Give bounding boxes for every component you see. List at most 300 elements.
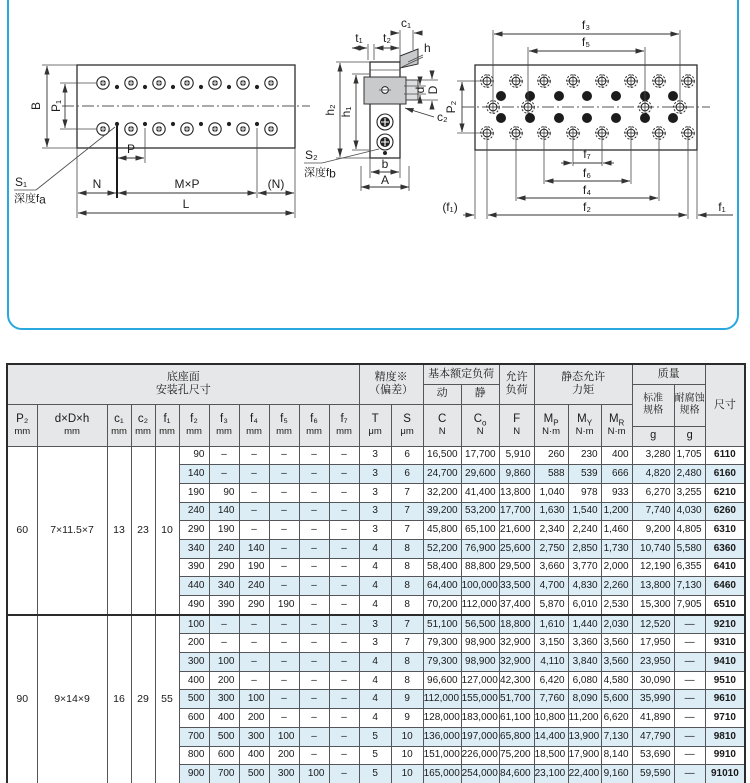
cell-f4: 290 [239,596,269,615]
dim-label-f6: f₆ [582,166,592,180]
cell-f3: – [209,465,239,484]
header-precision: 精度※ （偏差） [359,364,423,404]
cell-size: 9410 [705,653,745,672]
cell-f2: 340 [179,539,209,558]
cell-MY: 6,080 [568,671,601,690]
dim-label-f2: f₂ [583,200,591,214]
header-basic-load: 基本额定负荷 [423,364,499,384]
cell-size: 6110 [705,446,745,465]
cell-T: 4 [359,539,391,558]
cell-size: 9510 [705,671,745,690]
cell-f3: 390 [209,596,239,615]
cell-MP: 23,100 [534,765,568,783]
cell-MY: 17,900 [568,746,601,765]
cell-f7: – [329,502,359,521]
col-head-f5: f₅ mm [269,404,299,446]
cell-Co: 183,000 [461,709,499,728]
cell-S: 9 [391,690,423,709]
cell-f6: 100 [299,765,329,783]
cell-mass-corr: — [674,690,705,709]
cell-f2: 390 [179,558,209,577]
cell-C: 32,200 [423,483,461,502]
cell-f6: – [299,727,329,746]
cell-f5: – [269,446,299,465]
cell-MY: 11,200 [568,709,601,728]
cell-f6: – [299,539,329,558]
cell-S: 6 [391,446,423,465]
cell-f7: – [329,709,359,728]
cell-f5: – [269,690,299,709]
cell-T: 3 [359,465,391,484]
cell-MY: 22,400 [568,765,601,783]
cell-MP: 260 [534,446,568,465]
cell-MY: 230 [568,446,601,465]
cell-MY: 539 [568,465,601,484]
cell-T: 5 [359,765,391,783]
header-static: 静 [461,384,499,404]
cell-f7: – [329,521,359,540]
cell-S: 10 [391,746,423,765]
cell-T: 3 [359,446,391,465]
cell-MP: 10,800 [534,709,568,728]
cell-F: 29,500 [499,558,534,577]
cell-T: 4 [359,690,391,709]
cell-MP: 1,610 [534,615,568,634]
cell-size: 9910 [705,746,745,765]
cell-f2: 290 [179,521,209,540]
cell-Co: 41,400 [461,483,499,502]
col-head-Co: $C_o$ N [461,404,499,446]
dim-label-L: L [182,197,190,211]
cell-f4: 200 [239,709,269,728]
cell-f3: – [209,446,239,465]
cell-f6: – [299,558,329,577]
col-head-f2: f₂ mm [179,404,209,446]
cell-f7: – [329,558,359,577]
cell-MR: 933 [601,483,632,502]
cell-mass-std: 10,740 [632,539,674,558]
header-size: 尺寸 [705,364,745,446]
dim-label-N: N [92,177,102,191]
cell-MY: 2,240 [568,521,601,540]
col-head-mass-corr-unit: g [674,426,705,446]
cell-MY: 3,770 [568,558,601,577]
cell-mass-std: 3,280 [632,446,674,465]
cell-MP: 1,630 [534,502,568,521]
cell-f4: – [239,502,269,521]
cell-f2: 140 [179,465,209,484]
col-head-C: C N [423,404,461,446]
cell-f6: – [299,653,329,672]
cell-mass-corr: — [674,671,705,690]
bottom-view [442,18,733,219]
cell-mass-corr: — [674,634,705,653]
table-row [7,446,745,465]
cell-MP: 6,420 [534,671,568,690]
cell-MR: 9,160 [601,765,632,783]
col-head-mass-std-unit: g [632,426,674,446]
header-allowable-load: 允许 负荷 [499,364,534,404]
cell-mass-corr: — [674,653,705,672]
cell-f5: – [269,577,299,596]
cell-f5: – [269,671,299,690]
cell-C: 45,800 [423,521,461,540]
cell-S: 8 [391,539,423,558]
dim-label-f7: f₇ [583,147,591,161]
cell-mass-std: 47,790 [632,727,674,746]
cell-f7: – [329,596,359,615]
cell-f6: – [299,746,329,765]
cell-f4: 140 [239,539,269,558]
cell-mass-corr: — [674,709,705,728]
cell-Co: 98,900 [461,634,499,653]
cell-f4: – [239,653,269,672]
cell-C: 79,300 [423,634,461,653]
section-view [304,16,448,191]
cell-size: 9710 [705,709,745,728]
cell-f7: – [329,577,359,596]
dim-label-d: d [413,86,427,94]
cell-F: 18,800 [499,615,534,634]
cell-Co: 197,000 [461,727,499,746]
cell-C: 24,700 [423,465,461,484]
cell-S: 10 [391,765,423,783]
cell-MR: 8,140 [601,746,632,765]
cell-T: 3 [359,615,391,634]
table-row [7,615,745,634]
cell-size: 9310 [705,634,745,653]
dim-label-f3: f₃ [581,18,591,32]
cell-MY: 13,900 [568,727,601,746]
cell-f6: – [299,615,329,634]
cell-C: 165,000 [423,765,461,783]
cell-f5: – [269,709,299,728]
cell-MR: 7,130 [601,727,632,746]
cell-f6: – [299,596,329,615]
callout-depth-fb: 深度fb [304,166,336,181]
header-dynamic: 动 [423,384,461,404]
cell-size: 6510 [705,596,745,615]
dim-label-N-end: (N) [267,177,285,191]
cell-f3: 600 [209,746,239,765]
cell-T: 3 [359,502,391,521]
cell-MR: 3,560 [601,653,632,672]
cell-size: 6310 [705,521,745,540]
dim-label-f1-left: (f₁) [442,200,458,214]
cell-f5: – [269,483,299,502]
col-head-MR: $M_R$ N·m [601,404,632,446]
cell-f2: 500 [179,690,209,709]
cell-mass-corr: 7,905 [674,596,705,615]
cell-f6: – [299,465,329,484]
cell-mass-corr: 7,130 [674,577,705,596]
col-head-MP: $M_P$ N·m [534,404,568,446]
cell-Co: 65,100 [461,521,499,540]
cell-size: 6260 [705,502,745,521]
cell-f2: 400 [179,671,209,690]
cell-MR: 2,260 [601,577,632,596]
cell-Co: 127,000 [461,671,499,690]
cell-MP: 1,040 [534,483,568,502]
cell-f5: – [269,465,299,484]
cell-f3: – [209,634,239,653]
cell-f5: – [269,502,299,521]
cell-S: 7 [391,502,423,521]
cell-S: 7 [391,615,423,634]
cell-f2: 100 [179,615,209,634]
cell-f5: 190 [269,596,299,615]
cell-f5: – [269,539,299,558]
cell-f7: – [329,615,359,634]
cell-MY: 8,090 [568,690,601,709]
cell-C: 70,200 [423,596,461,615]
cell-mass-std: 13,800 [632,577,674,596]
cell-c2: 29 [131,615,155,783]
cell-f4: 500 [239,765,269,783]
cell-mass-corr: 4,805 [674,521,705,540]
cell-Co: 76,900 [461,539,499,558]
cell-f6: – [299,446,329,465]
cell-MP: 3,660 [534,558,568,577]
cell-C: 16,500 [423,446,461,465]
cell-C: 64,400 [423,577,461,596]
cell-f6: – [299,690,329,709]
cell-MR: 2,530 [601,596,632,615]
cell-f3: 140 [209,502,239,521]
cell-f4: – [239,465,269,484]
cell-C: 79,300 [423,653,461,672]
cell-Co: 56,500 [461,615,499,634]
col-head-MY: $M_Y$ N·m [568,404,601,446]
cell-MR: 666 [601,465,632,484]
dim-label-f5: f₅ [581,35,591,49]
cell-f5: – [269,521,299,540]
cell-MP: 4,700 [534,577,568,596]
cell-C: 136,000 [423,727,461,746]
cell-mass-corr: — [674,727,705,746]
cell-MR: 2,030 [601,615,632,634]
dim-label-h2: h₂ [323,104,337,116]
cell-MR: 5,600 [601,690,632,709]
cell-f4: – [239,483,269,502]
cell-f3: 190 [209,521,239,540]
cell-mass-std: 7,740 [632,502,674,521]
cell-f5: – [269,653,299,672]
dim-label-t2: t₂ [383,31,391,45]
cell-MR: 1,730 [601,539,632,558]
cell-p2: 90 [7,615,37,783]
cell-F: 75,200 [499,746,534,765]
col-head-S: S μm [391,404,423,446]
cell-f4: 100 [239,690,269,709]
col-head-T: T μm [359,404,391,446]
cell-f4: 300 [239,727,269,746]
cell-F: 84,600 [499,765,534,783]
cell-f3: 400 [209,709,239,728]
callout-S1: S₁ [15,175,28,189]
cell-F: 51,700 [499,690,534,709]
cell-MR: 4,580 [601,671,632,690]
cell-F: 61,100 [499,709,534,728]
cell-dxdxh: 9×14×9 [37,615,107,783]
cell-mass-std: 9,200 [632,521,674,540]
cell-MP: 2,340 [534,521,568,540]
dim-label-P: P [126,142,136,156]
cell-mass-std: 53,690 [632,746,674,765]
callout-depth-fa: 深度fa [14,192,46,207]
cell-F: 25,600 [499,539,534,558]
header-mass: 质量 [632,364,705,384]
cell-MP: 7,760 [534,690,568,709]
cell-size: 6210 [705,483,745,502]
cell-f3: – [209,615,239,634]
cell-F: 13,800 [499,483,534,502]
cell-size: 9810 [705,727,745,746]
cell-MP: 588 [534,465,568,484]
cell-MP: 2,750 [534,539,568,558]
cell-T: 5 [359,727,391,746]
cell-f6: – [299,483,329,502]
cell-T: 4 [359,577,391,596]
cell-C: 51,100 [423,615,461,634]
cell-f2: 90 [179,446,209,465]
cell-f4: 240 [239,577,269,596]
col-head-f1: f₁ mm [155,404,179,446]
cell-f4: – [239,634,269,653]
cell-f7: – [329,765,359,783]
cell-Co: 17,700 [461,446,499,465]
cell-c2: 23 [131,446,155,615]
cell-C: 58,400 [423,558,461,577]
technical-drawing [0,0,750,345]
col-head-f6: f₆ mm [299,404,329,446]
cell-size: 9210 [705,615,745,634]
cell-F: 37,400 [499,596,534,615]
cell-S: 10 [391,727,423,746]
dim-label-B: B [29,101,43,111]
cell-F: 21,600 [499,521,534,540]
cell-MR: 3,560 [601,634,632,653]
cell-MY: 3,840 [568,653,601,672]
cell-f6: – [299,671,329,690]
cell-Co: 254,000 [461,765,499,783]
cell-F: 5,910 [499,446,534,465]
cell-S: 8 [391,653,423,672]
cell-p2: 60 [7,446,37,615]
cell-f7: – [329,690,359,709]
cell-f4: – [239,615,269,634]
cell-f7: – [329,746,359,765]
cell-Co: 98,900 [461,653,499,672]
cell-f2: 700 [179,727,209,746]
cell-Co: 112,000 [461,596,499,615]
cell-C: 112,000 [423,690,461,709]
cell-mass-std: 12,520 [632,615,674,634]
cell-f3: 340 [209,577,239,596]
cell-T: 4 [359,558,391,577]
cell-size: 91010 [705,765,745,783]
cell-F: 42,300 [499,671,534,690]
cell-f4: – [239,521,269,540]
cell-f4: 190 [239,558,269,577]
cell-MY: 6,010 [568,596,601,615]
cell-MP: 18,500 [534,746,568,765]
cell-mass-std: 4,820 [632,465,674,484]
cell-size: 6160 [705,465,745,484]
cell-S: 8 [391,577,423,596]
cell-f7: – [329,671,359,690]
cell-mass-std: 23,950 [632,653,674,672]
cell-C: 128,000 [423,709,461,728]
dim-label-f4: f₄ [582,183,592,197]
cell-f3: 500 [209,727,239,746]
cell-f7: – [329,483,359,502]
spec-table [6,363,746,783]
cell-f1: 55 [155,615,179,783]
cell-f2: 600 [179,709,209,728]
cell-Co: 226,000 [461,746,499,765]
dim-label-P2: P₂ [444,100,458,114]
cell-MP: 4,110 [534,653,568,672]
cell-mass-std: 59,590 [632,765,674,783]
dim-label-A: A [380,173,390,187]
cell-F: 9,860 [499,465,534,484]
dim-label-h: h [424,41,431,55]
cell-F: 32,900 [499,653,534,672]
cell-S: 8 [391,596,423,615]
cell-f7: – [329,727,359,746]
cell-f6: – [299,577,329,596]
cell-f2: 190 [179,483,209,502]
cell-S: 7 [391,521,423,540]
cell-F: 17,700 [499,502,534,521]
header-static-moment: 静态允许 力矩 [534,364,632,404]
cell-C: 151,000 [423,746,461,765]
cell-mass-corr: 2,480 [674,465,705,484]
cell-f5: 100 [269,727,299,746]
cell-f3: 300 [209,690,239,709]
cell-size: 6410 [705,558,745,577]
dim-label-D: D [426,85,440,95]
cell-f4: – [239,446,269,465]
col-head-f4: f₄ mm [239,404,269,446]
cell-f3: 90 [209,483,239,502]
cell-Co: 100,000 [461,577,499,596]
cell-MR: 1,200 [601,502,632,521]
cell-f5: – [269,558,299,577]
cell-mass-corr: — [674,765,705,783]
cell-T: 5 [359,746,391,765]
cell-size: 9610 [705,690,745,709]
cell-MP: 14,400 [534,727,568,746]
cell-mass-std: 17,950 [632,634,674,653]
cell-f5: 200 [269,746,299,765]
cell-T: 4 [359,596,391,615]
cell-Co: 88,800 [461,558,499,577]
cell-f5: – [269,634,299,653]
cell-mass-corr: 3,255 [674,483,705,502]
cell-f4: – [239,671,269,690]
cell-T: 3 [359,483,391,502]
cell-S: 8 [391,558,423,577]
dim-label-MxP: M×P [174,177,200,191]
header-mass-corrosion: 耐腐蚀 规格 [674,384,705,426]
cell-F: 33,500 [499,577,534,596]
col-head-P2: P₂ mm [7,404,37,446]
cell-f7: – [329,653,359,672]
cell-mass-corr: 1,705 [674,446,705,465]
cell-f2: 800 [179,746,209,765]
